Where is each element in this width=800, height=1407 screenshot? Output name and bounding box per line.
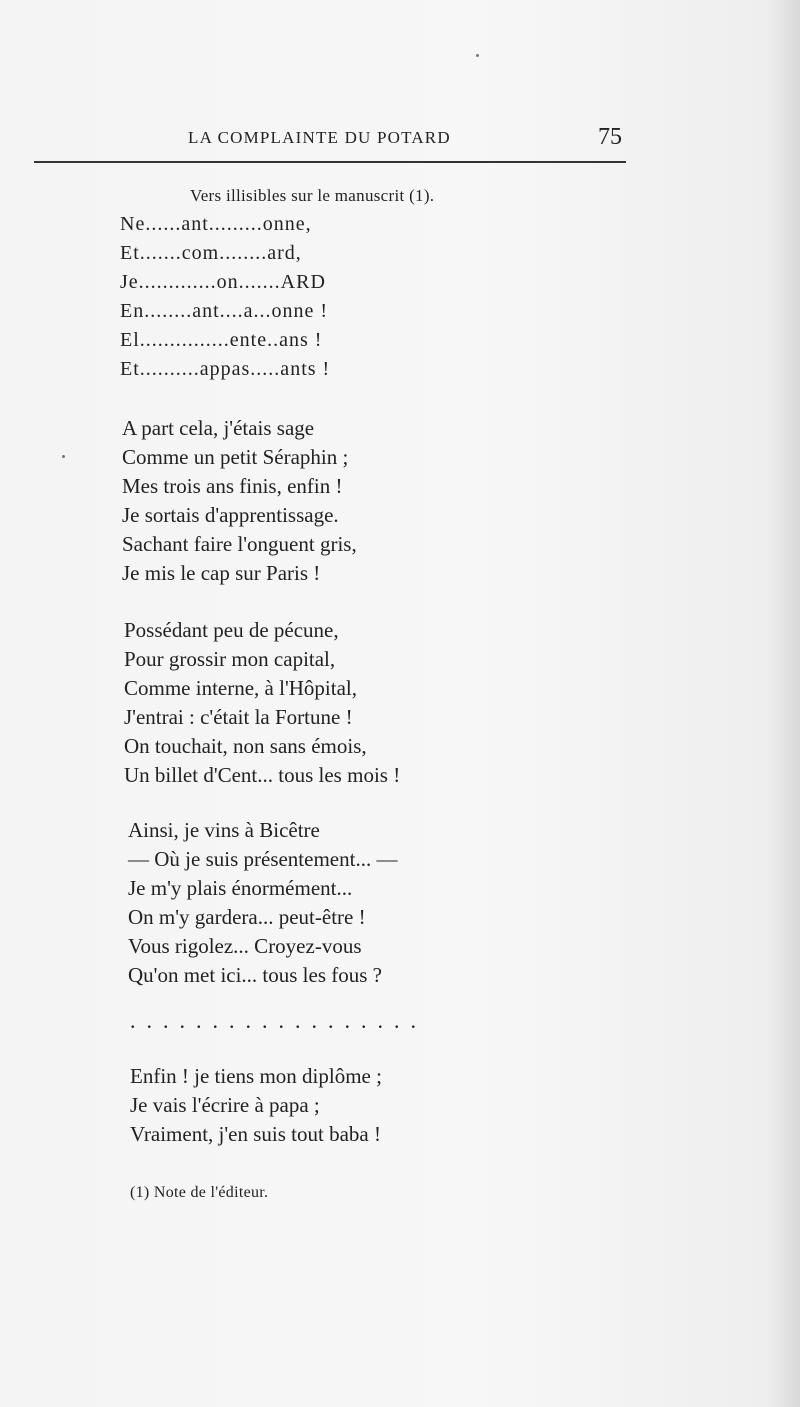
verse-line: Qu'on met ici... tous les fous ? [128, 963, 382, 987]
header-rule [34, 161, 626, 163]
verse-line: Ainsi, je vins à Bicêtre [128, 818, 320, 842]
omission-dots: .................. [130, 1008, 427, 1033]
illegible-stanza [120, 210, 330, 384]
paper-speck [62, 455, 65, 458]
verse-line: Je mis le cap sur Paris ! [122, 561, 321, 585]
verse-line: El...............ente..ans ! [120, 329, 323, 351]
verse-line: Ne......ant.........onne, [120, 213, 312, 235]
verse-line: On m'y gardera... peut-être ! [128, 905, 366, 929]
verse-line: Je.............on.......ARD [120, 271, 326, 293]
verse-line: A part cela, j'étais sage [122, 416, 315, 440]
verse-line: Je vais l'écrire à papa ; [130, 1093, 320, 1117]
verse-line: Comme interne, à l'Hôpital, [124, 676, 357, 700]
verse-line: Vraiment, j'en suis tout baba ! [130, 1122, 381, 1146]
verse-line: Possédant peu de pécune, [124, 618, 339, 642]
stanza-2 [124, 616, 400, 790]
verse-line: Et.......com........ard, [120, 242, 302, 264]
verse-line: On touchait, non sans émois, [124, 734, 367, 758]
verse-line: Mes trois ans finis, enfin ! [122, 474, 343, 498]
stanza-3 [128, 816, 397, 990]
verse-line: Vous rigolez... Croyez-vous [128, 934, 362, 958]
verse-line: Un billet d'Cent... tous les mois ! [124, 763, 401, 787]
stanza-1 [122, 414, 357, 588]
verse-line: — Où je suis présentement... — [128, 847, 398, 871]
page-number: 75 [598, 124, 622, 150]
paper-speck [476, 54, 479, 57]
verse-line: Comme un petit Séraphin ; [122, 445, 349, 469]
verse-line: Je m'y plais énormément... [128, 876, 353, 900]
verse-line: Et..........appas.....ants ! [120, 358, 331, 380]
verse-line: Pour grossir mon capital, [124, 647, 336, 671]
stanza-4 [130, 1062, 382, 1149]
editor-note: Vers illisibles sur le manuscrit (1). [190, 186, 435, 205]
running-title: LA COMPLAINTE DU POTARD [188, 128, 451, 147]
verse-line: J'entrai : c'était la Fortune ! [124, 705, 353, 729]
verse-line: En........ant....a...onne ! [120, 300, 329, 322]
verse-line: Je sortais d'apprentissage. [122, 503, 339, 527]
verse-line: Sachant faire l'onguent gris, [122, 532, 357, 556]
verse-line: Enfin ! je tiens mon diplôme ; [130, 1064, 382, 1088]
footnote: (1) Note de l'éditeur. [130, 1184, 269, 1201]
